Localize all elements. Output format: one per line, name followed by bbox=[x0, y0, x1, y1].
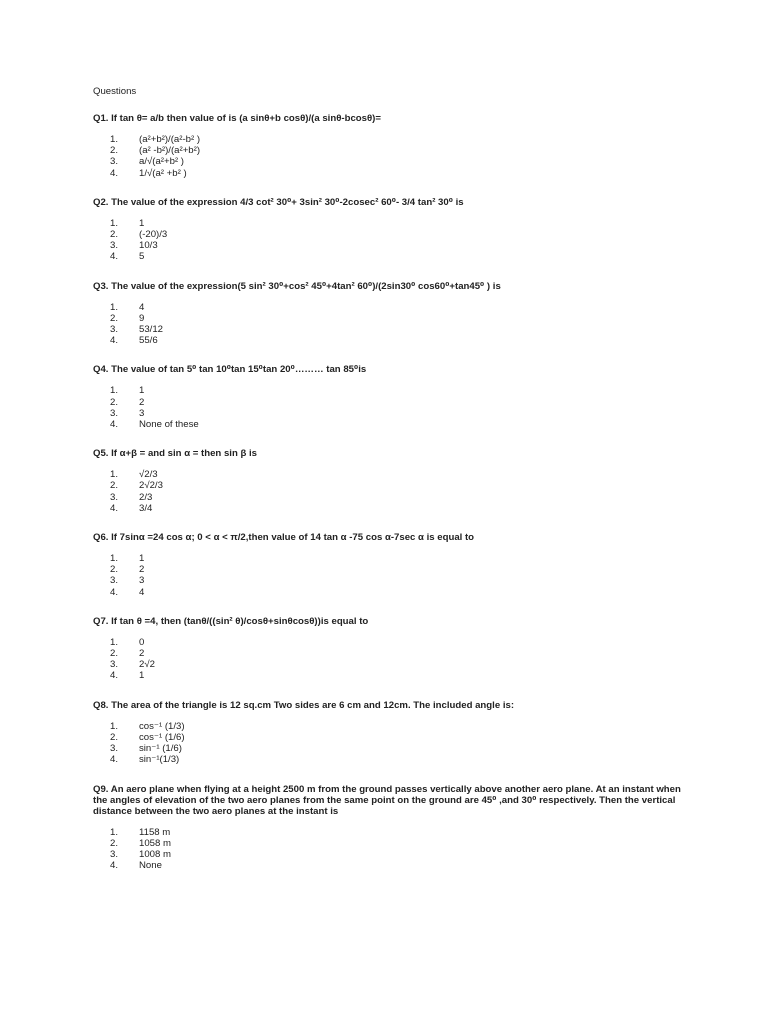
option-item bbox=[93, 313, 693, 324]
option-item bbox=[93, 838, 693, 849]
option-number: 2. bbox=[109, 312, 118, 324]
option-item bbox=[93, 553, 693, 564]
question-list bbox=[93, 113, 693, 871]
option-item bbox=[93, 156, 693, 167]
option-text: cos⁻¹ (1/3) bbox=[139, 720, 185, 732]
option-text: 2√2 bbox=[139, 659, 155, 671]
option-item bbox=[93, 503, 693, 514]
option-text: 1 bbox=[139, 217, 145, 229]
option-text: 2/3 bbox=[139, 491, 153, 503]
option-text: cos⁻¹ (1/6) bbox=[139, 731, 185, 743]
question-text: Q1. If tan θ= a/b then value of is (a sinθ+b cosθ)/(a sinθ-bcosθ)= bbox=[93, 113, 381, 124]
option-list bbox=[93, 218, 693, 263]
option-list bbox=[93, 469, 693, 514]
option-text: (a²+b²)/(a²-b² ) bbox=[139, 134, 201, 145]
option-item bbox=[93, 860, 693, 871]
option-number: 1. bbox=[109, 553, 118, 565]
option-item bbox=[93, 648, 693, 659]
option-item bbox=[93, 229, 693, 240]
question-text: Q7. If tan θ =4, then (tanθ/((sin² θ)/cosθ+sinθcosθ))is equal to bbox=[93, 615, 369, 627]
option-text: 9 bbox=[139, 312, 145, 324]
option-text: (-20)/3 bbox=[139, 229, 168, 241]
option-item bbox=[93, 145, 693, 156]
question-text: Q4. The value of tan 5⁰ tan 10⁰tan 15⁰tan 20⁰……… tan 85⁰is bbox=[93, 364, 367, 376]
option-list bbox=[93, 134, 693, 179]
option-item bbox=[93, 218, 693, 229]
option-text: 2 bbox=[139, 396, 145, 408]
option-number: 2. bbox=[109, 396, 118, 408]
option-number: 4. bbox=[109, 251, 118, 263]
option-number: 4. bbox=[109, 670, 118, 682]
option-text: None of these bbox=[139, 419, 199, 431]
option-number: 1. bbox=[109, 301, 118, 313]
option-text: 3 bbox=[139, 407, 145, 419]
option-text: 1 bbox=[139, 385, 145, 397]
option-item bbox=[93, 492, 693, 503]
option-text: 1158 m bbox=[139, 826, 171, 838]
option-number: 4. bbox=[109, 860, 118, 872]
option-text: 1 bbox=[139, 553, 145, 565]
option-text: 3/4 bbox=[139, 502, 153, 514]
question-text: Q5. If α+β = and sin α = then sin β is bbox=[93, 448, 257, 460]
option-list bbox=[93, 385, 693, 430]
option-item bbox=[93, 480, 693, 491]
question-text: Q3. The value of the expression(5 sin² 30⁰+cos² 45⁰+4tan² 60⁰)/(2sin30⁰ cos60⁰+tan45⁰ ) is bbox=[93, 280, 501, 292]
option-item bbox=[93, 419, 693, 430]
option-item bbox=[93, 721, 693, 732]
option-item bbox=[93, 732, 693, 743]
option-number: 2. bbox=[109, 480, 118, 492]
option-number: 3. bbox=[109, 743, 118, 755]
option-list bbox=[93, 553, 693, 598]
option-item bbox=[93, 827, 693, 838]
question-text: Q9. An aero plane when flying at a height 2500 m from the ground passes vertically above another aero plane. At an instant when the angles of elevation of the two aero planes from the same point on the ground are 45⁰ ,and 30⁰ respectively. Then the vertical distance between the two aero planes at the instant is bbox=[93, 783, 681, 817]
option-number: 3. bbox=[109, 324, 118, 336]
option-item bbox=[93, 408, 693, 419]
option-text: 1/√(a² +b² ) bbox=[139, 167, 187, 179]
option-item bbox=[93, 575, 693, 586]
option-text: 1 bbox=[139, 670, 145, 682]
option-item bbox=[93, 397, 693, 408]
option-number: 1. bbox=[109, 217, 118, 229]
question-text: Q6. If 7sinα =24 cos α; 0 < α < π/2,then value of 14 tan α -75 cos α-7sec α is equal to bbox=[93, 532, 475, 544]
option-text: 0 bbox=[139, 636, 145, 648]
option-item bbox=[93, 637, 693, 648]
option-number: 4. bbox=[109, 335, 118, 347]
option-number: 4. bbox=[109, 419, 118, 431]
option-text: 2 bbox=[139, 648, 145, 660]
option-item bbox=[93, 168, 693, 179]
option-list bbox=[93, 637, 693, 682]
option-item bbox=[93, 670, 693, 681]
option-number: 3. bbox=[109, 848, 118, 860]
option-item bbox=[93, 743, 693, 754]
option-text: a/√(a²+b² ) bbox=[139, 156, 184, 168]
option-number: 1. bbox=[109, 636, 118, 648]
option-item bbox=[93, 251, 693, 262]
option-text: 10/3 bbox=[139, 240, 158, 252]
option-number: 2. bbox=[109, 837, 118, 849]
option-number: 4. bbox=[109, 586, 118, 598]
document-page bbox=[93, 86, 693, 889]
option-number: 1. bbox=[109, 720, 118, 732]
option-text: 4 bbox=[139, 586, 145, 598]
option-item bbox=[93, 134, 693, 145]
option-text: 4 bbox=[139, 301, 145, 313]
option-list bbox=[93, 302, 693, 347]
option-number: 4. bbox=[109, 502, 118, 514]
option-text: 1058 m bbox=[139, 837, 171, 849]
option-item bbox=[93, 240, 693, 251]
option-text: sin⁻¹(1/3) bbox=[139, 754, 180, 766]
option-number: 3. bbox=[109, 240, 118, 252]
option-number: 2. bbox=[109, 145, 118, 157]
question-text: Q2. The value of the expression 4/3 cot² 30⁰+ 3sin² 30⁰-2cosec² 60⁰- 3/4 tan² 30⁰ is bbox=[93, 196, 464, 208]
option-item bbox=[93, 587, 693, 598]
option-text: (a² -b²)/(a²+b²) bbox=[139, 145, 201, 157]
option-item bbox=[93, 564, 693, 575]
option-text: 5 bbox=[139, 251, 145, 263]
option-number: 3. bbox=[109, 575, 118, 587]
option-number: 2. bbox=[109, 731, 118, 743]
option-text: 2√2/3 bbox=[139, 480, 163, 492]
option-number: 3. bbox=[109, 659, 118, 671]
option-item bbox=[93, 469, 693, 480]
page-heading: Questions bbox=[93, 86, 137, 97]
option-number: 1. bbox=[109, 826, 118, 838]
option-number: 2. bbox=[109, 229, 118, 241]
option-text: 53/12 bbox=[139, 324, 164, 336]
option-text: 3 bbox=[139, 575, 145, 587]
option-number: 1. bbox=[109, 385, 118, 397]
option-list bbox=[93, 721, 693, 766]
option-number: 1. bbox=[109, 469, 118, 481]
option-item bbox=[93, 324, 693, 335]
option-list bbox=[93, 827, 693, 872]
option-text: sin⁻¹ (1/6) bbox=[139, 743, 182, 755]
option-number: 4. bbox=[109, 754, 118, 766]
option-item bbox=[93, 754, 693, 765]
option-text: 2 bbox=[139, 564, 145, 576]
option-number: 3. bbox=[109, 156, 118, 168]
option-number: 2. bbox=[109, 648, 118, 660]
option-text: 1008 m bbox=[139, 848, 171, 860]
option-text: None bbox=[139, 860, 162, 872]
option-item bbox=[93, 385, 693, 396]
option-item bbox=[93, 335, 693, 346]
option-item bbox=[93, 302, 693, 313]
option-number: 3. bbox=[109, 407, 118, 419]
option-number: 1. bbox=[109, 134, 118, 145]
option-item bbox=[93, 849, 693, 860]
option-text: √2/3 bbox=[139, 469, 158, 481]
option-number: 2. bbox=[109, 564, 118, 576]
option-number: 4. bbox=[109, 167, 118, 179]
question-text: Q8. The area of the triangle is 12 sq.cm Two sides are 6 cm and 12cm. The included angle is: bbox=[93, 699, 515, 711]
option-number: 3. bbox=[109, 491, 118, 503]
option-text: 55/6 bbox=[139, 335, 158, 347]
option-item bbox=[93, 659, 693, 670]
